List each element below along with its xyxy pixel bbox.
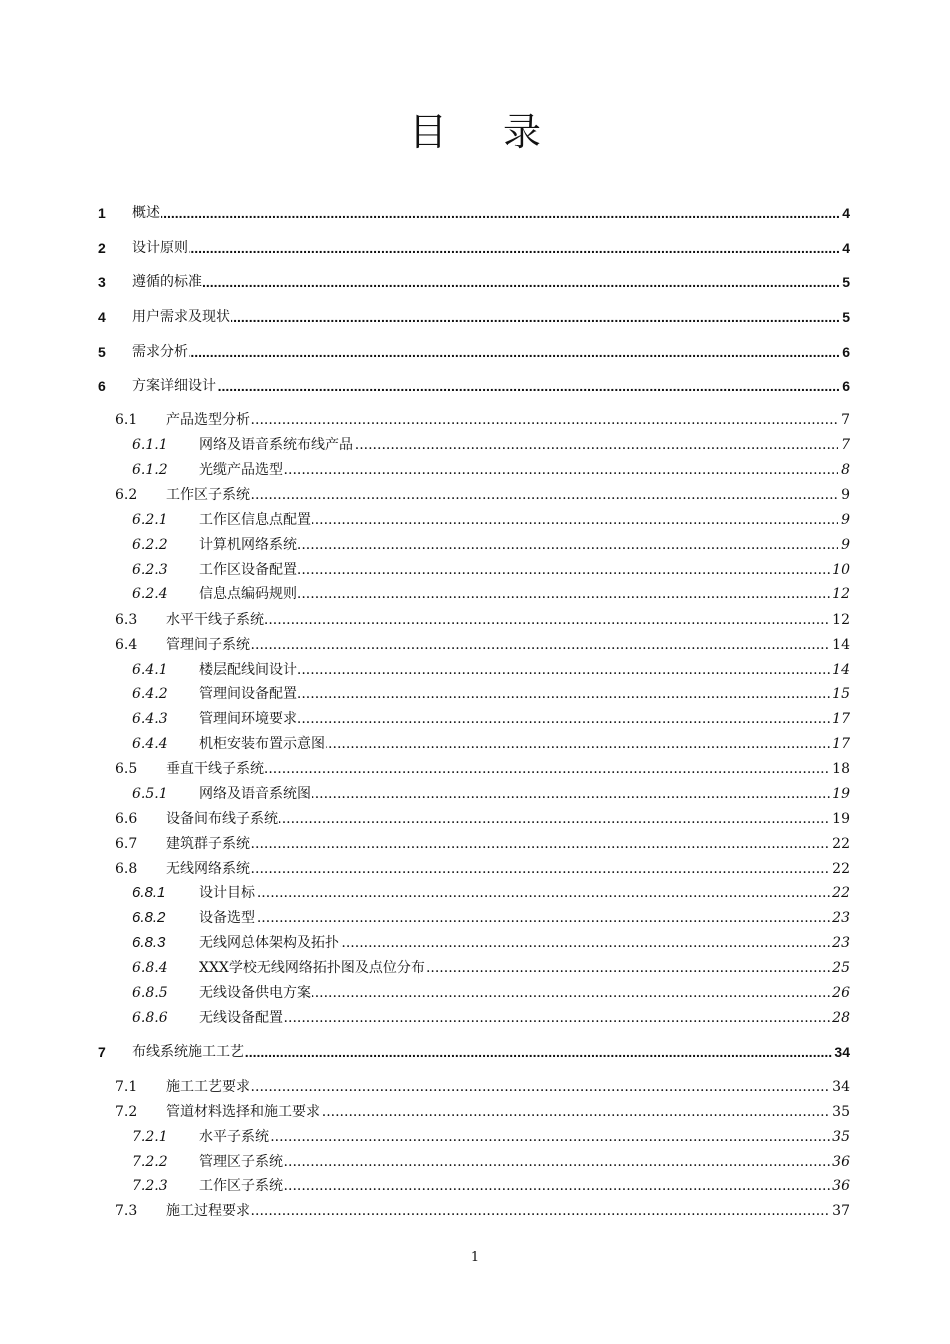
toc-entry-label: 管道材料选择和施工要求 (166, 1101, 321, 1123)
toc-entry-label: 工作区子系统 (199, 1175, 284, 1197)
toc-leader-dots (166, 758, 842, 780)
toc-entry-number: 6.2.2 (132, 537, 168, 553)
toc-entry[interactable] (0, 271, 950, 293)
toc-entry-page: 4 (840, 237, 850, 259)
toc-entry[interactable] (0, 758, 950, 780)
toc-entry-number: 6.2.1 (132, 512, 168, 528)
toc-entry-page: 23 (830, 932, 850, 954)
toc-entry[interactable] (0, 907, 950, 929)
toc-entry[interactable] (0, 1126, 950, 1148)
toc-entry-page: 9 (839, 534, 850, 556)
toc-entry[interactable] (0, 882, 950, 904)
toc-entry[interactable] (0, 409, 950, 431)
toc-entry-number: 6.2 (115, 487, 138, 503)
toc-entry-label: 产品选型分析 (166, 409, 251, 431)
page-number: 1 (470, 1250, 480, 1265)
toc-entry[interactable] (0, 534, 950, 556)
toc-entry-page: 25 (830, 957, 850, 979)
toc-entry[interactable] (0, 341, 950, 363)
toc-entry-page: 12 (830, 583, 850, 605)
toc-entry[interactable] (0, 459, 950, 481)
toc-entry[interactable] (0, 583, 950, 605)
toc-entry-label: 设计目标 (199, 882, 256, 904)
toc-leader-dots (132, 306, 842, 328)
toc-entry-page: 12 (830, 609, 850, 631)
toc-entry-number: 6.7 (115, 836, 138, 852)
toc-entry-page: 14 (830, 634, 850, 656)
toc-entry-page: 19 (830, 808, 850, 830)
toc-entry[interactable] (0, 982, 950, 1004)
toc-entry-label: 计算机网络系统 (199, 534, 298, 556)
toc-entry[interactable] (0, 1151, 950, 1173)
toc-entry-label: 概述 (132, 202, 161, 224)
toc-entry-page: 9 (839, 509, 850, 531)
toc-entry-page: 17 (830, 733, 850, 755)
toc-entry[interactable] (0, 484, 950, 506)
toc-entry-label: 光缆产品选型 (199, 459, 284, 481)
toc-entry-label: 设备间布线子系统 (166, 808, 279, 830)
toc-entry-number: 6.4.2 (132, 686, 168, 702)
toc-entry[interactable] (0, 375, 950, 397)
toc-entry-label: 施工工艺要求 (166, 1076, 251, 1098)
toc-entry-page: 5 (840, 306, 850, 328)
toc-entry-number: 7.2.1 (132, 1129, 168, 1145)
toc-entry-page: 4 (840, 202, 850, 224)
toc-entry-label: 无线网络系统 (166, 858, 251, 880)
toc-entry-label: 遵循的标准 (132, 271, 203, 293)
toc-entry-label: 管理间子系统 (166, 634, 251, 656)
toc-entry-page: 37 (830, 1200, 850, 1222)
toc-entry-number: 6.5.1 (132, 786, 168, 802)
toc-entry-page: 28 (830, 1007, 850, 1029)
toc-entry[interactable] (0, 237, 950, 259)
toc-entry-number: 6.2.4 (132, 586, 168, 602)
toc-entry[interactable] (0, 306, 950, 328)
toc-entry-number: 6.8.5 (132, 985, 168, 1001)
toc-entry[interactable] (0, 1175, 950, 1197)
toc-entry-label: 信息点编码规则 (199, 583, 298, 605)
toc-entry-page: 9 (839, 484, 850, 506)
toc-entry-page: 17 (830, 708, 850, 730)
toc-leader-dots (199, 1175, 838, 1197)
toc-entry-page: 6 (840, 375, 850, 397)
toc-entry[interactable] (0, 509, 950, 531)
toc-entry-label: 无线设备供电方案 (199, 982, 312, 1004)
toc-entry-number: 6.1.2 (132, 462, 168, 478)
toc-entry-page: 36 (830, 1175, 850, 1197)
toc-leader-dots (132, 202, 842, 224)
toc-entry-label: 水平子系统 (199, 1126, 270, 1148)
toc-entry-number: 7.2.3 (132, 1178, 168, 1194)
toc-leader-dots (132, 237, 842, 259)
toc-entry-label: 工作区子系统 (166, 484, 251, 506)
toc-leader-dots (199, 1151, 838, 1173)
toc-entry-label: 无线设备配置 (199, 1007, 284, 1029)
toc-leader-dots (166, 858, 842, 880)
toc-entry-page: 34 (832, 1041, 850, 1063)
toc-entry-label: 工作区信息点配置 (199, 509, 312, 531)
toc-entry-label: 楼层配线间设计 (199, 659, 298, 681)
toc-entry[interactable] (0, 858, 950, 880)
toc-entry[interactable] (0, 634, 950, 656)
toc-entry-page: 15 (830, 683, 850, 705)
toc-entry[interactable] (0, 559, 950, 581)
toc-entry-page: 22 (830, 858, 850, 880)
toc-entry-number: 2 (98, 240, 106, 256)
toc-entry-page: 7 (839, 434, 850, 456)
toc-leader-dots (132, 271, 842, 293)
toc-entry[interactable] (0, 932, 950, 954)
toc-leader-dots (199, 882, 838, 904)
toc-entry[interactable] (0, 808, 950, 830)
toc-leader-dots (166, 634, 842, 656)
toc-entry-label: 用户需求及现状 (132, 306, 231, 328)
toc-entry[interactable] (0, 659, 950, 681)
toc-entry-label: 建筑群子系统 (166, 833, 251, 855)
toc-entry-number: 6.8.3 (132, 934, 166, 951)
toc-entry-page: 26 (830, 982, 850, 1004)
toc-entry-page: 22 (830, 882, 850, 904)
toc-entry[interactable] (0, 609, 950, 631)
toc-entry-number: 6.4.3 (132, 711, 168, 727)
toc-entry-label: 无线网总体架构及拓扑 (199, 932, 340, 954)
toc-leader-dots (166, 1200, 842, 1222)
toc-entry-label: 方案详细设计 (132, 375, 217, 397)
toc-entry-number: 6.8 (115, 861, 138, 877)
toc-entry-number: 6.8.2 (132, 909, 166, 926)
toc-entry-page: 14 (830, 659, 850, 681)
toc-entry-number: 6.8.4 (132, 960, 168, 976)
toc-entry-label: 施工过程要求 (166, 1200, 251, 1222)
toc-entry-number: 6.4.1 (132, 662, 168, 678)
toc-entry-label: 水平干线子系统 (166, 609, 265, 631)
toc-entry[interactable] (0, 1101, 950, 1123)
toc-entry-number: 7 (98, 1044, 106, 1060)
toc-entry-label: 工作区设备配置 (199, 559, 298, 581)
toc-leader-dots (166, 1076, 842, 1098)
toc-entry-number: 1 (98, 205, 106, 221)
toc-entry-label: XXX学校无线网络拓扑图及点位分布 (199, 957, 426, 979)
toc-entry-number: 6.1 (115, 412, 138, 428)
toc-entry-number: 6.4.4 (132, 736, 168, 752)
toc-entry-page: 8 (839, 459, 850, 481)
toc-entry-number: 6.4 (115, 637, 138, 653)
toc-leader-dots (166, 484, 842, 506)
toc-entry[interactable] (0, 683, 950, 705)
toc-entry-label: 管理区子系统 (199, 1151, 284, 1173)
toc-entry[interactable] (0, 1007, 950, 1029)
toc-entry-number: 3 (98, 274, 106, 290)
toc-entry-label: 网络及语音系统图 (199, 783, 312, 805)
toc-entry-page: 5 (840, 271, 850, 293)
toc-entry[interactable] (0, 1041, 950, 1063)
toc-entry[interactable] (0, 1200, 950, 1222)
toc-entry-number: 6.6 (115, 811, 138, 827)
toc-leader-dots (132, 341, 842, 363)
toc-leader-dots (166, 409, 842, 431)
toc-entry-label: 布线系统施工工艺 (132, 1041, 245, 1063)
toc-entry-number: 6.2.3 (132, 562, 168, 578)
toc-entry-page: 23 (830, 907, 850, 929)
toc-entry-number: 7.2 (115, 1104, 138, 1120)
toc-leader-dots (132, 375, 842, 397)
toc-entry-label: 设备选型 (199, 907, 256, 929)
toc-entry-page: 35 (830, 1126, 850, 1148)
toc-entry-label: 垂直干线子系统 (166, 758, 265, 780)
toc-entry-number: 5 (98, 344, 106, 360)
toc-entry-page: 18 (830, 758, 850, 780)
toc-entry-page: 22 (830, 833, 850, 855)
toc-entry-page: 10 (830, 559, 850, 581)
toc-entry-label: 管理间环境要求 (199, 708, 298, 730)
toc-entry-number: 6 (98, 378, 106, 394)
toc-entry[interactable] (0, 957, 950, 979)
toc-entry-label: 管理间设备配置 (199, 683, 298, 705)
toc-entry-number: 6.8.1 (132, 884, 166, 901)
toc-entry-label: 网络及语音系统布线产品 (199, 434, 354, 456)
toc-entry-page: 6 (840, 341, 850, 363)
toc-leader-dots (199, 459, 838, 481)
toc-leader-dots (199, 1126, 838, 1148)
toc-leader-dots (166, 833, 842, 855)
toc-entry[interactable] (0, 708, 950, 730)
toc-entry-number: 6.1.1 (132, 437, 168, 453)
toc-entry[interactable] (0, 434, 950, 456)
toc-entry-page: 19 (830, 783, 850, 805)
toc-entry[interactable] (0, 783, 950, 805)
toc-entry[interactable] (0, 733, 950, 755)
toc-entry-number: 4 (98, 309, 106, 325)
toc-entry-label: 需求分析 (132, 341, 189, 363)
toc-entry[interactable] (0, 1076, 950, 1098)
toc-entry-page: 34 (830, 1076, 850, 1098)
toc-leader-dots (199, 1007, 838, 1029)
toc-entry-number: 7.2.2 (132, 1154, 168, 1170)
toc-entry-label: 机柜安装布置示意图 (199, 733, 326, 755)
toc-entry[interactable] (0, 202, 950, 224)
toc-leader-dots (199, 907, 838, 929)
toc-entry[interactable] (0, 833, 950, 855)
toc-entry-number: 7.1 (115, 1079, 138, 1095)
toc-entry-page: 35 (830, 1101, 850, 1123)
toc-entry-page: 36 (830, 1151, 850, 1173)
toc-entry-number: 6.8.6 (132, 1010, 168, 1026)
toc-leader-dots (166, 609, 842, 631)
toc-entry-number: 6.3 (115, 612, 138, 628)
toc-entry-number: 6.5 (115, 761, 138, 777)
toc-title: 目 录 (408, 110, 564, 154)
toc-entry-number: 7.3 (115, 1203, 138, 1219)
toc-entry-page: 7 (839, 409, 850, 431)
toc-entry-label: 设计原则 (132, 237, 189, 259)
